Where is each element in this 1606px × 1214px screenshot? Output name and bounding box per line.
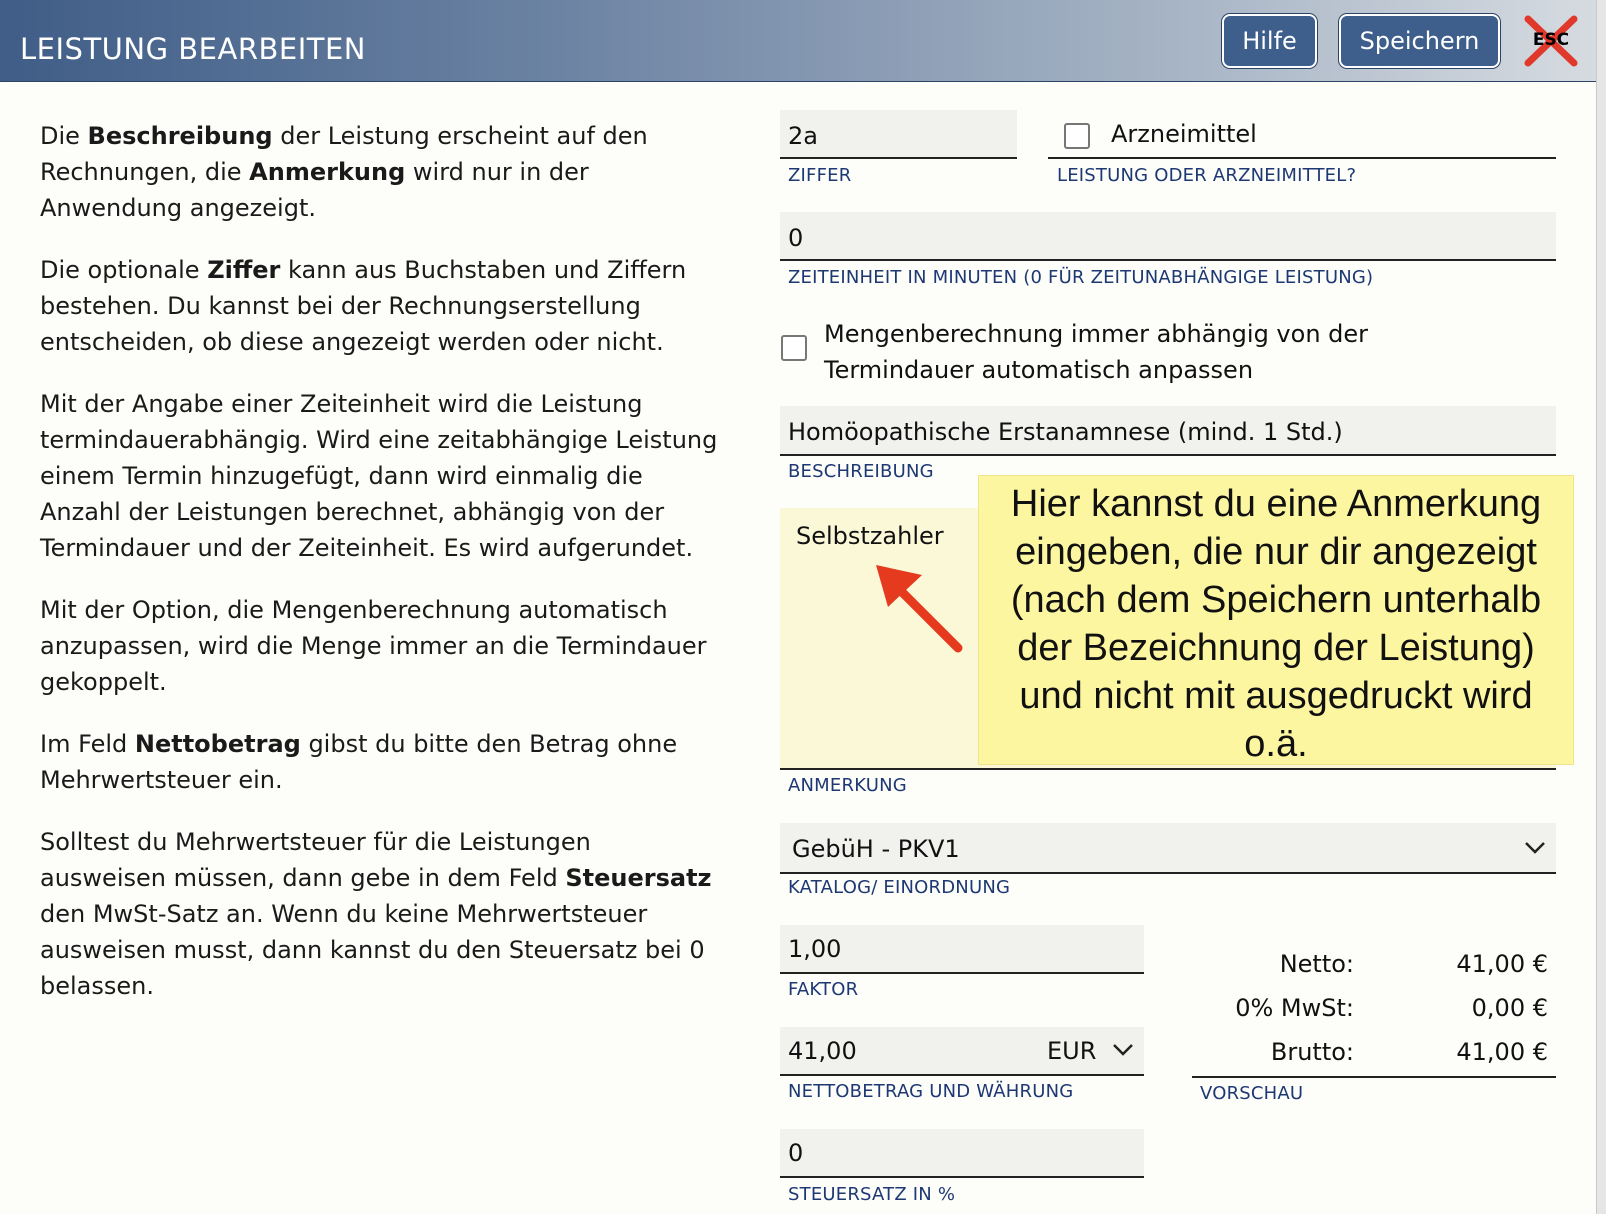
beschreibung-label: BESCHREIBUNG (788, 461, 934, 482)
dialog-title: LEISTUNG BEARBEITEN (20, 32, 366, 66)
save-button[interactable]: Speichern (1339, 14, 1500, 68)
mengenberechnung-checkbox[interactable] (781, 335, 807, 361)
preview-brutto-name: Brutto: (1270, 1038, 1354, 1066)
anmerkung-label: ANMERKUNG (788, 775, 907, 796)
help-paragraph-6: Solltest du Mehrwertsteuer für die Leistungen ausweisen müssen, dann gebe in dem Feld Steuersatz den MwSt-Satz an. Wenn du keine Mehrwertsteuer ausweisen musst, dann kannst du den Steuersatz bei 0 belassen. (40, 828, 712, 1000)
esc-close-button[interactable] (1524, 15, 1578, 67)
chevron-down-icon (1524, 841, 1546, 855)
nettobetrag-label: NETTOBETRAG UND WÄHRUNG (788, 1081, 1074, 1102)
preview-mwst-name: 0% MwSt: (1235, 994, 1354, 1022)
esc-label: ESC (1532, 30, 1570, 50)
ziffer-input[interactable]: 2a (780, 110, 1017, 159)
currency-select[interactable]: EUR (1044, 1027, 1144, 1074)
anmerkung-textarea[interactable]: Selbstzahler (780, 508, 1556, 770)
katalog-label: KATALOG/ EINORDNUNG (788, 877, 1011, 898)
steuersatz-input[interactable]: 0 (780, 1129, 1144, 1178)
title-bar (0, 0, 1596, 82)
preview-label: VORSCHAU (1200, 1083, 1304, 1104)
katalog-select[interactable]: GebüH - PKV1 (780, 823, 1556, 874)
ziffer-label: ZIFFER (788, 165, 852, 186)
preview-underline (1192, 1076, 1556, 1078)
arzneimittel-underline (1048, 157, 1556, 159)
arzneimittel-checkbox[interactable] (1064, 123, 1090, 149)
help-paragraph-4: Mit der Option, die Mengenberechnung automatisch anzupassen, wird die Menge immer an die Termindauer gekoppelt. (40, 596, 707, 696)
arzneimittel-label: LEISTUNG ODER ARZNEIMITTEL? (1057, 165, 1357, 186)
window-edge (1596, 0, 1606, 1214)
preview-brutto-value: 41,00 € (1456, 1038, 1548, 1066)
beschreibung-input[interactable]: Homöopathische Erstanamnese (mind. 1 Std.) (780, 406, 1556, 456)
mengenberechnung-text: Mengenberechnung immer abhängig von der Termindauer automatisch anpassen (824, 320, 1369, 384)
preview-netto-value: 41,00 € (1456, 950, 1548, 978)
zeiteinheit-label: ZEITEINHEIT IN MINUTEN (0 FÜR ZEITUNABHÄNGIGE LEISTUNG) (788, 267, 1374, 288)
help-paragraph-3: Mit der Angabe einer Zeiteinheit wird die Leistung termindauerabhängig. Wird eine zeitabhängige Leistung einem Termin hinzugefügt, dann wird einmalig die Anzahl der Leistungen berechnet, abhängig von der Termindauer und der Zeiteinheit. Es wird aufgerundet. (40, 390, 718, 562)
arzneimittel-text: Arzneimittel (1111, 120, 1257, 148)
help-paragraph-2: Die optionale Ziffer kann aus Buchstaben und Ziffern bestehen. Du kannst bei der Rechnungserstellung entscheiden, ob diese angezeigt werden oder nicht. (40, 256, 687, 356)
preview-mwst-value: 0,00 € (1471, 994, 1548, 1022)
help-button[interactable]: Hilfe (1222, 14, 1317, 68)
currency-chevron-down-icon (1112, 1043, 1134, 1057)
annotation-note: Hier kannst du eine Anmerkung eingeben, die nur dir angezeigt (nach dem Speichern unterhalb der Bezeichnung der Leistung) und nicht mit ausgedruckt wird o.ä. (978, 475, 1574, 765)
help-paragraph-5: Im Feld Nettobetrag gibst du bitte den Betrag ohne Mehrwertsteuer ein. (40, 730, 678, 794)
help-paragraph-1: Die Beschreibung der Leistung erscheint auf den Rechnungen, die Anmerkung wird nur in der Anwendung angezeigt. (40, 122, 648, 222)
steuersatz-label: STEUERSATZ IN % (788, 1184, 956, 1205)
faktor-input[interactable]: 1,00 (780, 925, 1144, 974)
faktor-label: FAKTOR (788, 979, 859, 1000)
nettobetrag-input[interactable]: 41,00 (780, 1027, 1144, 1076)
annotation-arrow-icon (870, 555, 970, 655)
preview-netto-name: Netto: (1279, 950, 1354, 978)
help-text (40, 118, 720, 1030)
zeiteinheit-input[interactable]: 0 (780, 212, 1556, 261)
